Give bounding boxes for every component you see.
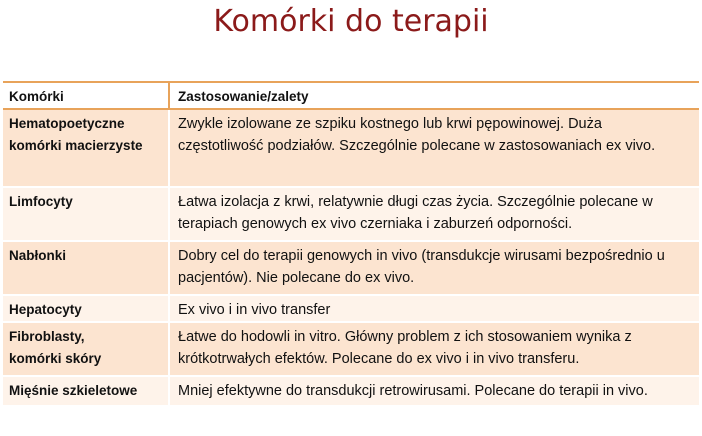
cell-type [3, 323, 170, 375]
cell-type-label: Hepatocyty [9, 302, 82, 317]
cell-use-text: Łatwa izolacja z krwi, relatywnie długi czas życia. Szczególnie polecane w terapiach genowych ex vivo czerniaka i zaburzeń odporności. [178, 194, 653, 232]
table-row [3, 323, 699, 377]
cell-use [170, 296, 699, 321]
cell-use-text: Dobry cel do terapii genowych in vivo (transdukcje wirusami bezpośrednio u pacjentów). Nie polecane do ex vivo. [178, 248, 665, 286]
header-cells-column [3, 83, 170, 108]
cell-use [170, 323, 699, 375]
table-row [3, 242, 699, 296]
table-row [3, 296, 699, 323]
cell-type-label: Mięśnie szkieletowe [9, 383, 138, 398]
cell-use [170, 110, 699, 186]
cell-type [3, 242, 170, 294]
cell-use [170, 377, 699, 405]
cell-use-text: Ex vivo i in vivo transfer [178, 302, 331, 318]
cell-use-text: Zwykle izolowane ze szpiku kostnego lub krwi pępowinowej. Duża częstotliwość podziałów. Szczególnie polecane w zastosowaniach ex vivo. [178, 116, 656, 154]
table-row [3, 110, 699, 188]
page-title: Komórki do terapii [213, 4, 489, 39]
cell-use-text: Łatwe do hodowli in vitro. Główny problem z ich stosowaniem wynika z krótkotrwałych efektów. Polecane do ex vivo i in vivo transferu. [178, 329, 632, 367]
cell-type-label: Hematopoetyczne komórki macierzyste [9, 116, 143, 153]
header-use-label: Zastosowanie/zalety [178, 89, 309, 104]
cell-use [170, 242, 699, 294]
table-row [3, 377, 699, 407]
cell-therapy-table [3, 81, 699, 407]
header-use-column [170, 83, 699, 108]
cell-type-label: Nabłonki [9, 248, 67, 263]
cell-use-text: Mniej efektywne do transdukcji retrowirusami. Polecane do terapii in vivo. [178, 383, 648, 399]
cell-type [3, 377, 170, 405]
table-header-row [3, 83, 699, 110]
table-row [3, 188, 699, 242]
cell-use [170, 188, 699, 240]
cell-type-label: Limfocyty [9, 194, 73, 209]
cell-type [3, 188, 170, 240]
cell-type [3, 110, 170, 186]
header-cells-label: Komórki [9, 89, 64, 104]
cell-type-label: Fibroblasty, komórki skóry [9, 329, 102, 366]
cell-type [3, 296, 170, 321]
